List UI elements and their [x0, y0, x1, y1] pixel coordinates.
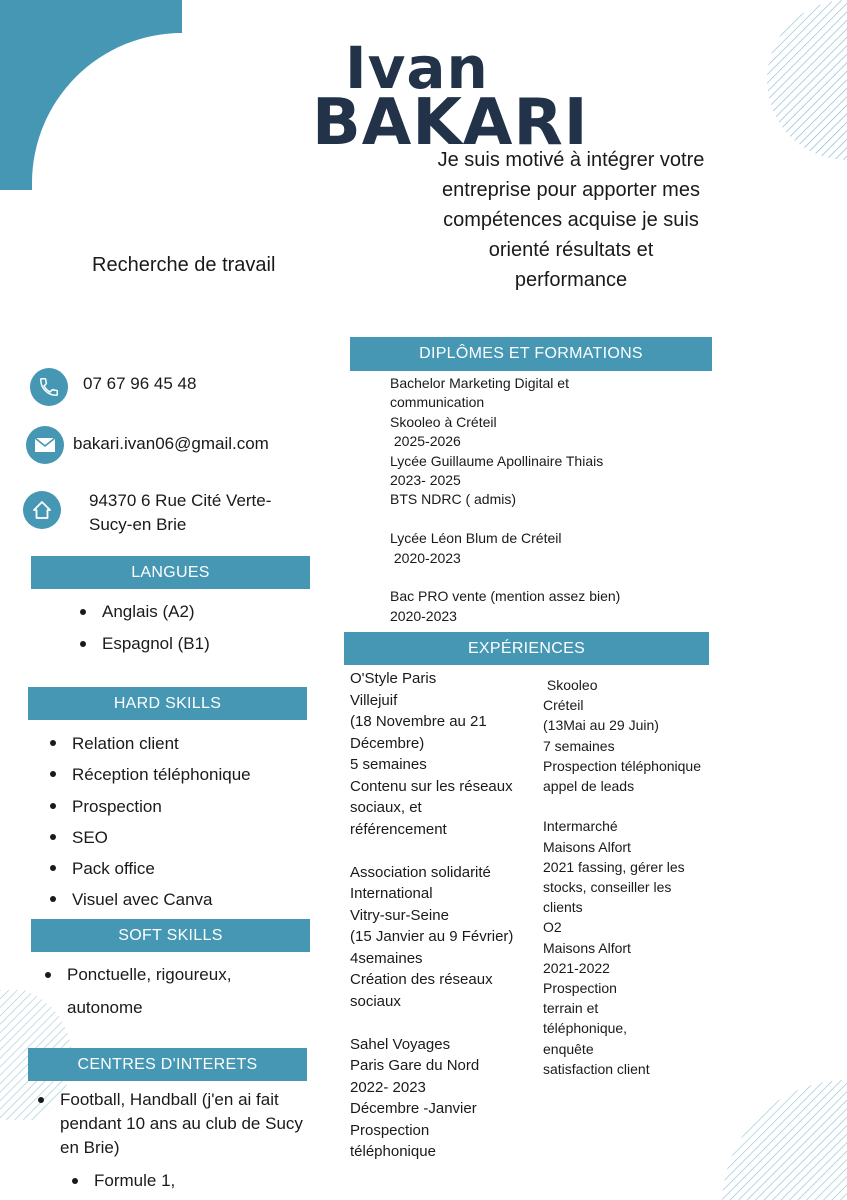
experience-line: Prospection	[543, 980, 617, 997]
education-line: Lycée Guillaume Apollinaire Thiais	[390, 452, 604, 469]
hard-skills-heading: HARD SKILLS	[28, 687, 307, 720]
experience-line: Maisons Alfort	[543, 939, 631, 956]
email-address[interactable]: bakari.ivan06@gmail.com	[73, 434, 269, 453]
education-line: 2020-2023	[390, 607, 457, 624]
experience-line: Maisons Alfort	[543, 838, 631, 855]
experience-line: sociaux, et	[350, 799, 422, 816]
education-heading: DIPLÔMES ET FORMATIONS	[350, 337, 712, 371]
experience-line: stocks, conseiller les	[543, 879, 672, 896]
experience-left-column	[350, 668, 540, 1163]
hard-skills-list	[50, 728, 251, 916]
education-line: Lycée Léon Blum de Créteil	[390, 530, 562, 547]
phone-number[interactable]: 07 67 96 45 48	[83, 374, 197, 393]
experience-line: (15 Janvier au 9 Février)	[350, 928, 514, 945]
mail-icon	[26, 426, 64, 464]
experience-line: 2021-2022	[543, 959, 610, 976]
list-item: Espagnol (B1)	[80, 628, 210, 660]
list-item: Anglais (A2)	[80, 596, 210, 628]
experience-line: 4semaines	[350, 949, 423, 967]
experience-line: Vitry-sur-Seine	[350, 906, 449, 924]
intro-line: orienté résultats et	[488, 239, 654, 261]
interests-heading: CENTRES D'INTERETS	[28, 1048, 307, 1081]
list-item	[38, 1088, 338, 1160]
education-line: communication	[390, 394, 485, 411]
experience-line	[350, 840, 540, 862]
list-item	[45, 963, 231, 1020]
experience-line: Créteil	[543, 697, 584, 714]
experience-right-column	[543, 675, 743, 1079]
list-item: Réception téléphonique	[50, 759, 251, 790]
list-item: Pack office	[50, 853, 251, 884]
education-line: Bac PRO vente (mention assez bien)	[390, 588, 621, 605]
postal-address	[89, 489, 271, 537]
experience-line: Prospection	[350, 1121, 430, 1139]
last-name: BAKARI	[312, 86, 589, 160]
education-list	[390, 374, 710, 626]
list-item: SEO	[50, 822, 251, 853]
education-line	[390, 510, 710, 529]
experience-line: O2	[543, 919, 562, 936]
experience-line: Prospection téléphonique	[543, 757, 702, 774]
phone-icon	[30, 368, 68, 406]
list-item: Visuel avec Canva	[50, 884, 251, 915]
list-item: Relation client	[50, 728, 251, 759]
bottom-right-hatch-shape	[680, 1080, 847, 1200]
education-line: Skooleo à Créteil	[390, 413, 497, 430]
experience-line: enquête	[543, 1040, 594, 1057]
experience-line: référencement	[350, 820, 447, 838]
experience-line: O'Style Paris	[350, 670, 437, 687]
experience-line: Décembre -Janvier	[350, 1100, 477, 1117]
experience-line: 7 semaines	[543, 737, 615, 754]
intro-line: compétences acquise je suis	[443, 209, 699, 231]
experience-line: sociaux	[350, 992, 401, 1010]
education-line: 2025-2026	[390, 433, 461, 450]
experience-line: 2022- 2023	[350, 1078, 426, 1096]
top-right-hatch-shape	[765, 0, 847, 160]
intro-text	[400, 145, 742, 295]
soft-skills-list	[45, 963, 231, 1020]
experience-line: clients	[543, 899, 583, 916]
experience-line: Création des réseaux	[350, 971, 493, 988]
experience-line: (13Mai au 29 Juin)	[543, 717, 659, 734]
list-item: Prospection	[50, 791, 251, 822]
experience-line	[350, 1012, 540, 1034]
experience-line	[543, 796, 743, 816]
experience-line: (18 Novembre au 21	[350, 713, 487, 730]
experience-line: Villejuif	[350, 691, 398, 709]
experience-heading: EXPÉRIENCES	[344, 632, 709, 665]
address-line: Sucy-en Brie	[89, 515, 187, 534]
soft-skill-line: Ponctuelle, rigoureux,	[67, 965, 232, 984]
experience-line: terrain et	[543, 1000, 599, 1017]
list-item: Formule 1,	[72, 1169, 338, 1193]
education-line	[390, 568, 710, 587]
experience-line: 2021 fassing, gérer les	[543, 858, 685, 875]
experience-line: Décembre)	[350, 734, 425, 752]
address-line: 94370 6 Rue Cité Verte-	[89, 491, 272, 510]
interest-line: pendant 10 ans au club de Sucy	[60, 1114, 303, 1133]
experience-line: Paris Gare du Nord	[350, 1057, 480, 1074]
first-name: Ivan	[345, 34, 489, 102]
experience-line: téléphonique	[350, 1143, 436, 1160]
experience-line: satisfaction client	[543, 1060, 650, 1077]
education-line: BTS NDRC ( admis)	[390, 491, 517, 508]
soft-skill-line: autonome	[67, 998, 143, 1017]
experience-line: appel de leads	[543, 778, 635, 795]
languages-list	[80, 596, 210, 660]
experience-line: Contenu sur les réseaux	[350, 777, 513, 795]
education-line: 2020-2023	[390, 549, 461, 566]
intro-line: entreprise pour apporter mes	[442, 179, 700, 201]
soft-skills-heading: SOFT SKILLS	[31, 919, 310, 952]
home-icon	[23, 491, 61, 529]
experience-line: Skooleo	[543, 677, 598, 693]
top-left-shape	[0, 0, 185, 190]
experience-line: Sahel Voyages	[350, 1035, 451, 1053]
education-line: Bachelor Marketing Digital et	[390, 375, 569, 391]
education-line: 2023- 2025	[390, 472, 461, 489]
experience-line: Intermarché	[543, 818, 618, 835]
experience-line: 5 semaines	[350, 756, 427, 773]
interests-list	[38, 1088, 338, 1193]
experience-line: International	[350, 885, 433, 902]
intro-line: Je suis motivé à intégrer votre	[437, 149, 705, 171]
intro-line: performance	[514, 269, 628, 291]
languages-heading: LANGUES	[31, 556, 310, 589]
interest-line: en Brie)	[60, 1138, 120, 1157]
experience-line: Association solidarité	[350, 863, 491, 881]
experience-line: téléphonique,	[543, 1020, 628, 1037]
job-search-title: Recherche de travail	[92, 254, 276, 276]
interest-line: Football, Handball (j'en ai fait	[60, 1090, 279, 1109]
